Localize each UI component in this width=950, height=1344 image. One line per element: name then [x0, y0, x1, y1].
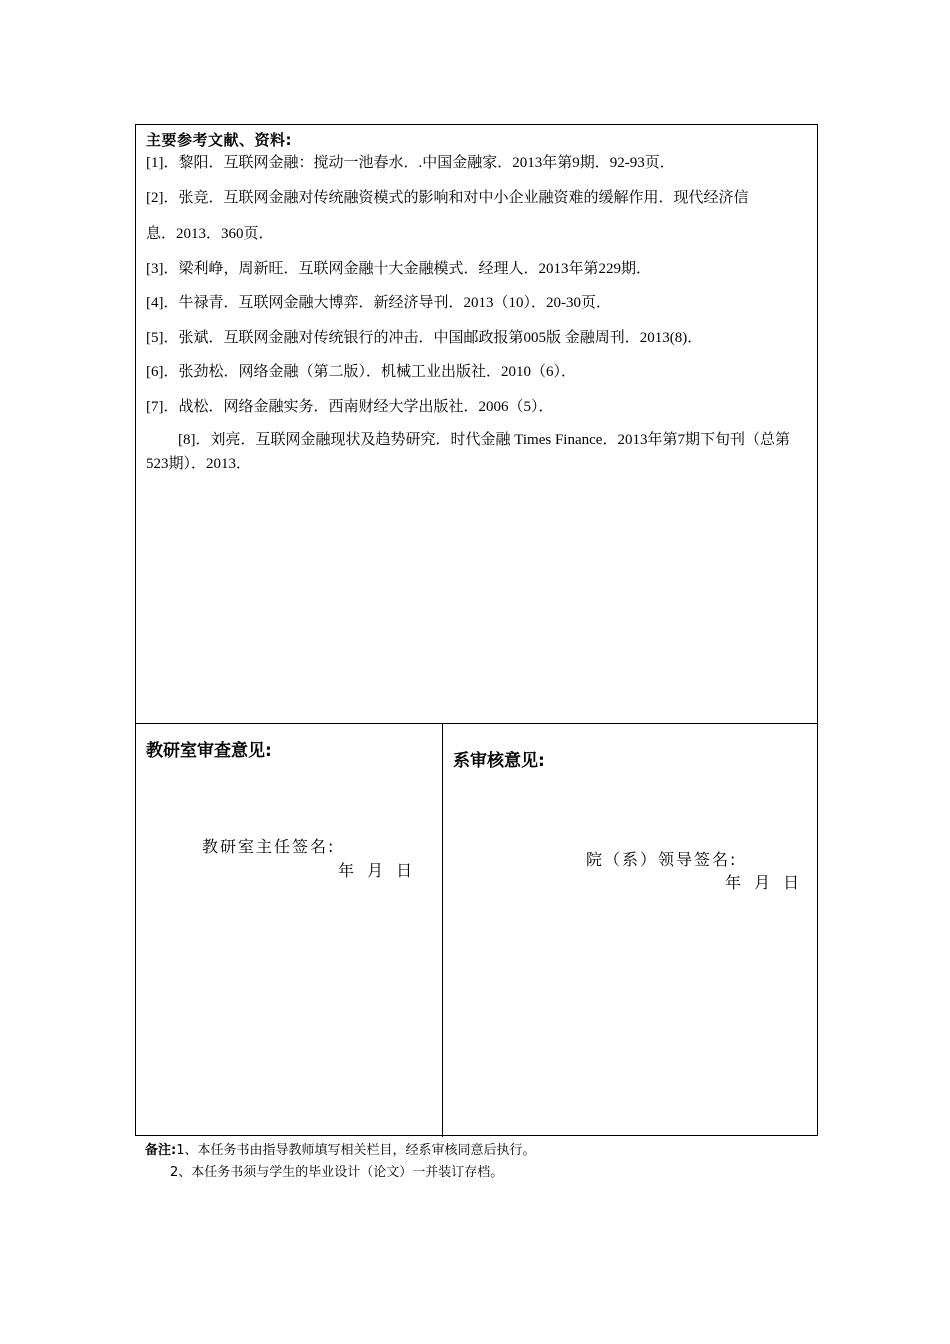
department-date-label: 年 月 日 — [338, 861, 413, 880]
faculty-review-title: 系审核意见: — [453, 751, 545, 771]
references-section — [136, 125, 817, 724]
task-form-table — [135, 124, 818, 1136]
references-heading: 主要参考文献、资料: — [146, 131, 292, 149]
reference-item-continued: 息．2013．360页． — [146, 226, 274, 242]
notes-section — [145, 1140, 535, 1184]
reference-item: [5]．张斌．互联网金融对传统银行的冲击．中国邮政报第005版 金融周刊．2013(8)． — [146, 330, 703, 346]
note-line-2: 2、本任务书须与学生的毕业设计（论文）一并装订存档。 — [170, 1165, 504, 1180]
reference-item: [2]．张竞．互联网金融对传统融资模式的影响和对中小企业融资难的缓解作用．现代经济信 — [146, 190, 749, 206]
faculty-leader-signature-label: 院（系）领导签名: — [586, 850, 738, 869]
department-head-signature-label: 教研室主任签名: — [202, 837, 336, 856]
reference-item: [1]．黎阳．互联网金融：搅动一池春水．.中国金融家．2013年第9期．92-93页． — [146, 155, 675, 171]
reference-item: [4]．牛禄青．互联网金融大博弈．新经济导刊．2013（10）．20-30页． — [146, 295, 611, 311]
reference-item: [6]．张劲松．网络金融（第二版）．机械工业出版社．2010（6）． — [146, 364, 576, 380]
notes-label: 备注: — [145, 1143, 177, 1158]
reference-item: [3]．梁利峥，周新旺．互联网金融十大金融模式．经理人．2013年第229期． — [146, 261, 651, 277]
note-line-1 — [145, 1140, 535, 1162]
faculty-date-label: 年 月 日 — [725, 873, 800, 892]
department-review-section — [136, 724, 443, 1137]
department-review-title: 教研室审查意见: — [146, 741, 272, 761]
note-text: 1、本任务书由指导教师填写相关栏目，经系审核同意后执行。 — [176, 1143, 536, 1158]
reference-item: [7]．战松．网络金融实务．西南财经大学出版社．2006（5）． — [146, 399, 554, 415]
faculty-review-section — [443, 724, 819, 1137]
reference-item: [8]．刘亮．互联网金融现状及趋势研究．时代金融 Times Finance．2013年第7期下旬刊（总第523期）．2013． — [146, 432, 790, 472]
